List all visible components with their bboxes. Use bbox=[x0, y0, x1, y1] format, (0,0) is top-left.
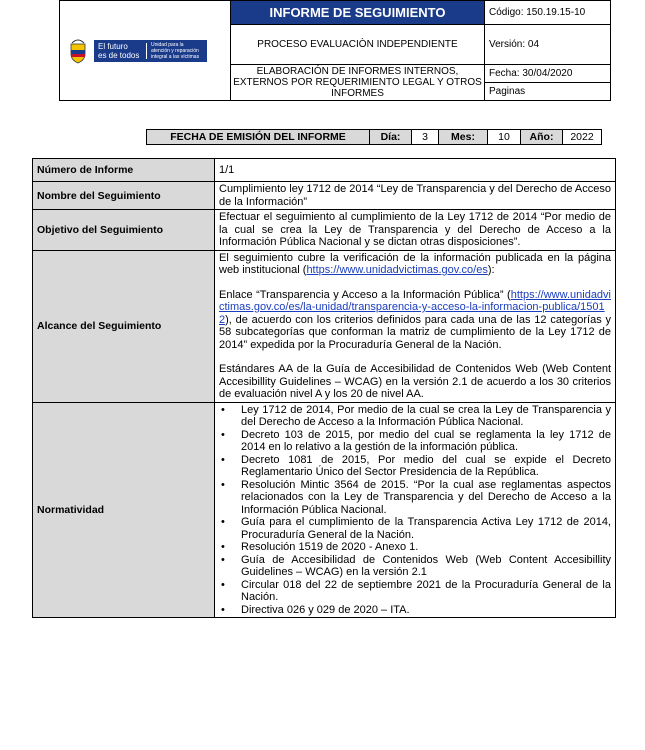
version-cell: Versión: 04 bbox=[485, 25, 611, 65]
objetivo-value: Efectuar el seguimiento al cumplimiento de la Ley 1712 de 2014 “Por medio de la cual se crea la Ley de Transparencia y del Derecho de Acceso a la Información Pública Nacional y se dictan otras disposiciones”. bbox=[215, 210, 616, 251]
logo-line1: El futuro bbox=[98, 41, 128, 51]
alcance-label: Alcance del Seguimiento bbox=[33, 250, 215, 402]
alcance-value bbox=[215, 250, 616, 402]
objetivo-label: Objetivo del Seguimiento bbox=[33, 210, 215, 251]
pages-cell: Paginas bbox=[485, 83, 611, 101]
year-value: 2022 bbox=[563, 130, 602, 145]
logo-line2: es de todos bbox=[98, 50, 140, 60]
list-item: • Decreto 103 de 2015, por medio del cual se reglamenta la ley 1712 de 2014 en lo relativo a la gestión de la información pública. bbox=[241, 429, 611, 454]
numero-value: 1/1 bbox=[215, 159, 616, 182]
list-item: • Resolución 1519 de 2020 - Anexo 1. bbox=[241, 541, 611, 554]
date-cell: Fecha: 30/04/2020 bbox=[485, 65, 611, 83]
normatividad-value bbox=[215, 402, 616, 618]
row-alcance bbox=[33, 250, 616, 402]
nombre-label: Nombre del Seguimiento bbox=[33, 182, 215, 210]
row-nombre bbox=[33, 182, 616, 210]
day-value: 3 bbox=[412, 130, 439, 145]
month-label: Mes: bbox=[439, 130, 488, 145]
process-cell: PROCESO EVALUACIÒN INDEPENDIENTE bbox=[231, 25, 485, 65]
logo-cell bbox=[60, 1, 231, 101]
row-numero bbox=[33, 159, 616, 182]
day-label: Día: bbox=[370, 130, 412, 145]
alcance-paragraph-3: Estándares AA de la Guía de Accesibilidad de Contenidos Web (Web Content Accesibillity Guidelines – WCAG) en la versión 2.1 de acuerdo a los 30 criterios de evaluación nivel A y los 20 de nivel AA. bbox=[219, 363, 611, 400]
document-header bbox=[59, 0, 611, 101]
list-item: • Decreto 1081 de 2015, Por medio del cual se expide el Decreto Reglamentario Único del Sector Presidencia de la República. bbox=[241, 454, 611, 479]
logo-badge bbox=[94, 40, 207, 62]
code-cell: Código: 150.19.15-10 bbox=[485, 1, 611, 25]
row-objetivo bbox=[33, 210, 616, 251]
list-item: • Directiva 026 y 029 de 2020 – ITA. bbox=[241, 604, 611, 617]
logo-tagline: Unidad para la atención y reparación integral a las víctimas bbox=[151, 41, 200, 60]
list-item: • Guía de Accesibilidad de Contenidos Web (Web Content Accesibillity Guidelines – WCAG) en la versión 2.1 bbox=[241, 554, 611, 579]
numero-label: Número de Informe bbox=[33, 159, 215, 182]
list-item: • Guía para el cumplimiento de la Transparencia Activa Ley 1712 de 2014, Procuraduría General de la Nación. bbox=[241, 516, 611, 541]
list-item: • Circular 018 del 22 de septiembre 2021 de la Procuraduría General de la Nación. bbox=[241, 579, 611, 604]
emission-label: FECHA DE EMISIÓN DEL INFORME bbox=[147, 130, 370, 145]
report-title: INFORME DE SEGUIMIENTO bbox=[231, 1, 485, 25]
list-item: • Ley 1712 de 2014, Por medio de la cual se crea la Ley de Transparencia y del Derecho de Acceso a la Información Pública Nacional. bbox=[241, 404, 611, 429]
elaboration-cell: ELABORACIÓN DE INFORMES INTERNOS, EXTERNOS POR REQUERIMIENTO LEGAL Y OTROS INFORMES bbox=[231, 65, 485, 101]
institution-logo bbox=[60, 1, 230, 100]
list-item: • Resolución Mintic 3564 de 2015. “Por la cual ase reglamentas aspectos relacionados con la Ley de Transparencia y del Derecho de Acceso a la Información Pública Nacional. bbox=[241, 479, 611, 517]
month-value: 10 bbox=[488, 130, 521, 145]
emission-date-row bbox=[146, 129, 602, 145]
nombre-value: Cumplimiento ley 1712 de 2014 “Ley de Transparencia y del Derecho de Acceso de la Información” bbox=[215, 182, 616, 210]
year-label: Año: bbox=[521, 130, 563, 145]
coat-of-arms-icon bbox=[68, 38, 88, 64]
transparency-link[interactable]: https://www.unidadvictimas.gov.co/es/la-unidad/transparencia-y-acceso-la-informacion-publica/15012 bbox=[219, 288, 611, 326]
alcance-paragraph-2: Enlace “Transparencia y Acceso a la Información Pública” (https://www.unidadvictimas.gov.co/es/la-unidad/transparencia-y-acceso-la-informacion-publica/15012), de acuerdo con los criterios definidos para cada una de las 12 categorías y 58 subcategorías que conforman la matriz de cumplimiento de la Ley 1712 de 2014” expedida por la Procuraduría General de la Nación. bbox=[219, 288, 611, 351]
row-normatividad bbox=[33, 402, 616, 618]
report-details-table bbox=[32, 158, 616, 618]
alcance-paragraph-1: El seguimiento cubre la verificación de la información publicada en la página web institucional (https://www.unidadvictimas.gov.co/es): bbox=[219, 251, 611, 276]
normatividad-label: Normatividad bbox=[33, 402, 215, 618]
normatividad-list bbox=[219, 404, 611, 617]
website-link[interactable]: https://www.unidadvictimas.gov.co/es bbox=[306, 264, 488, 276]
